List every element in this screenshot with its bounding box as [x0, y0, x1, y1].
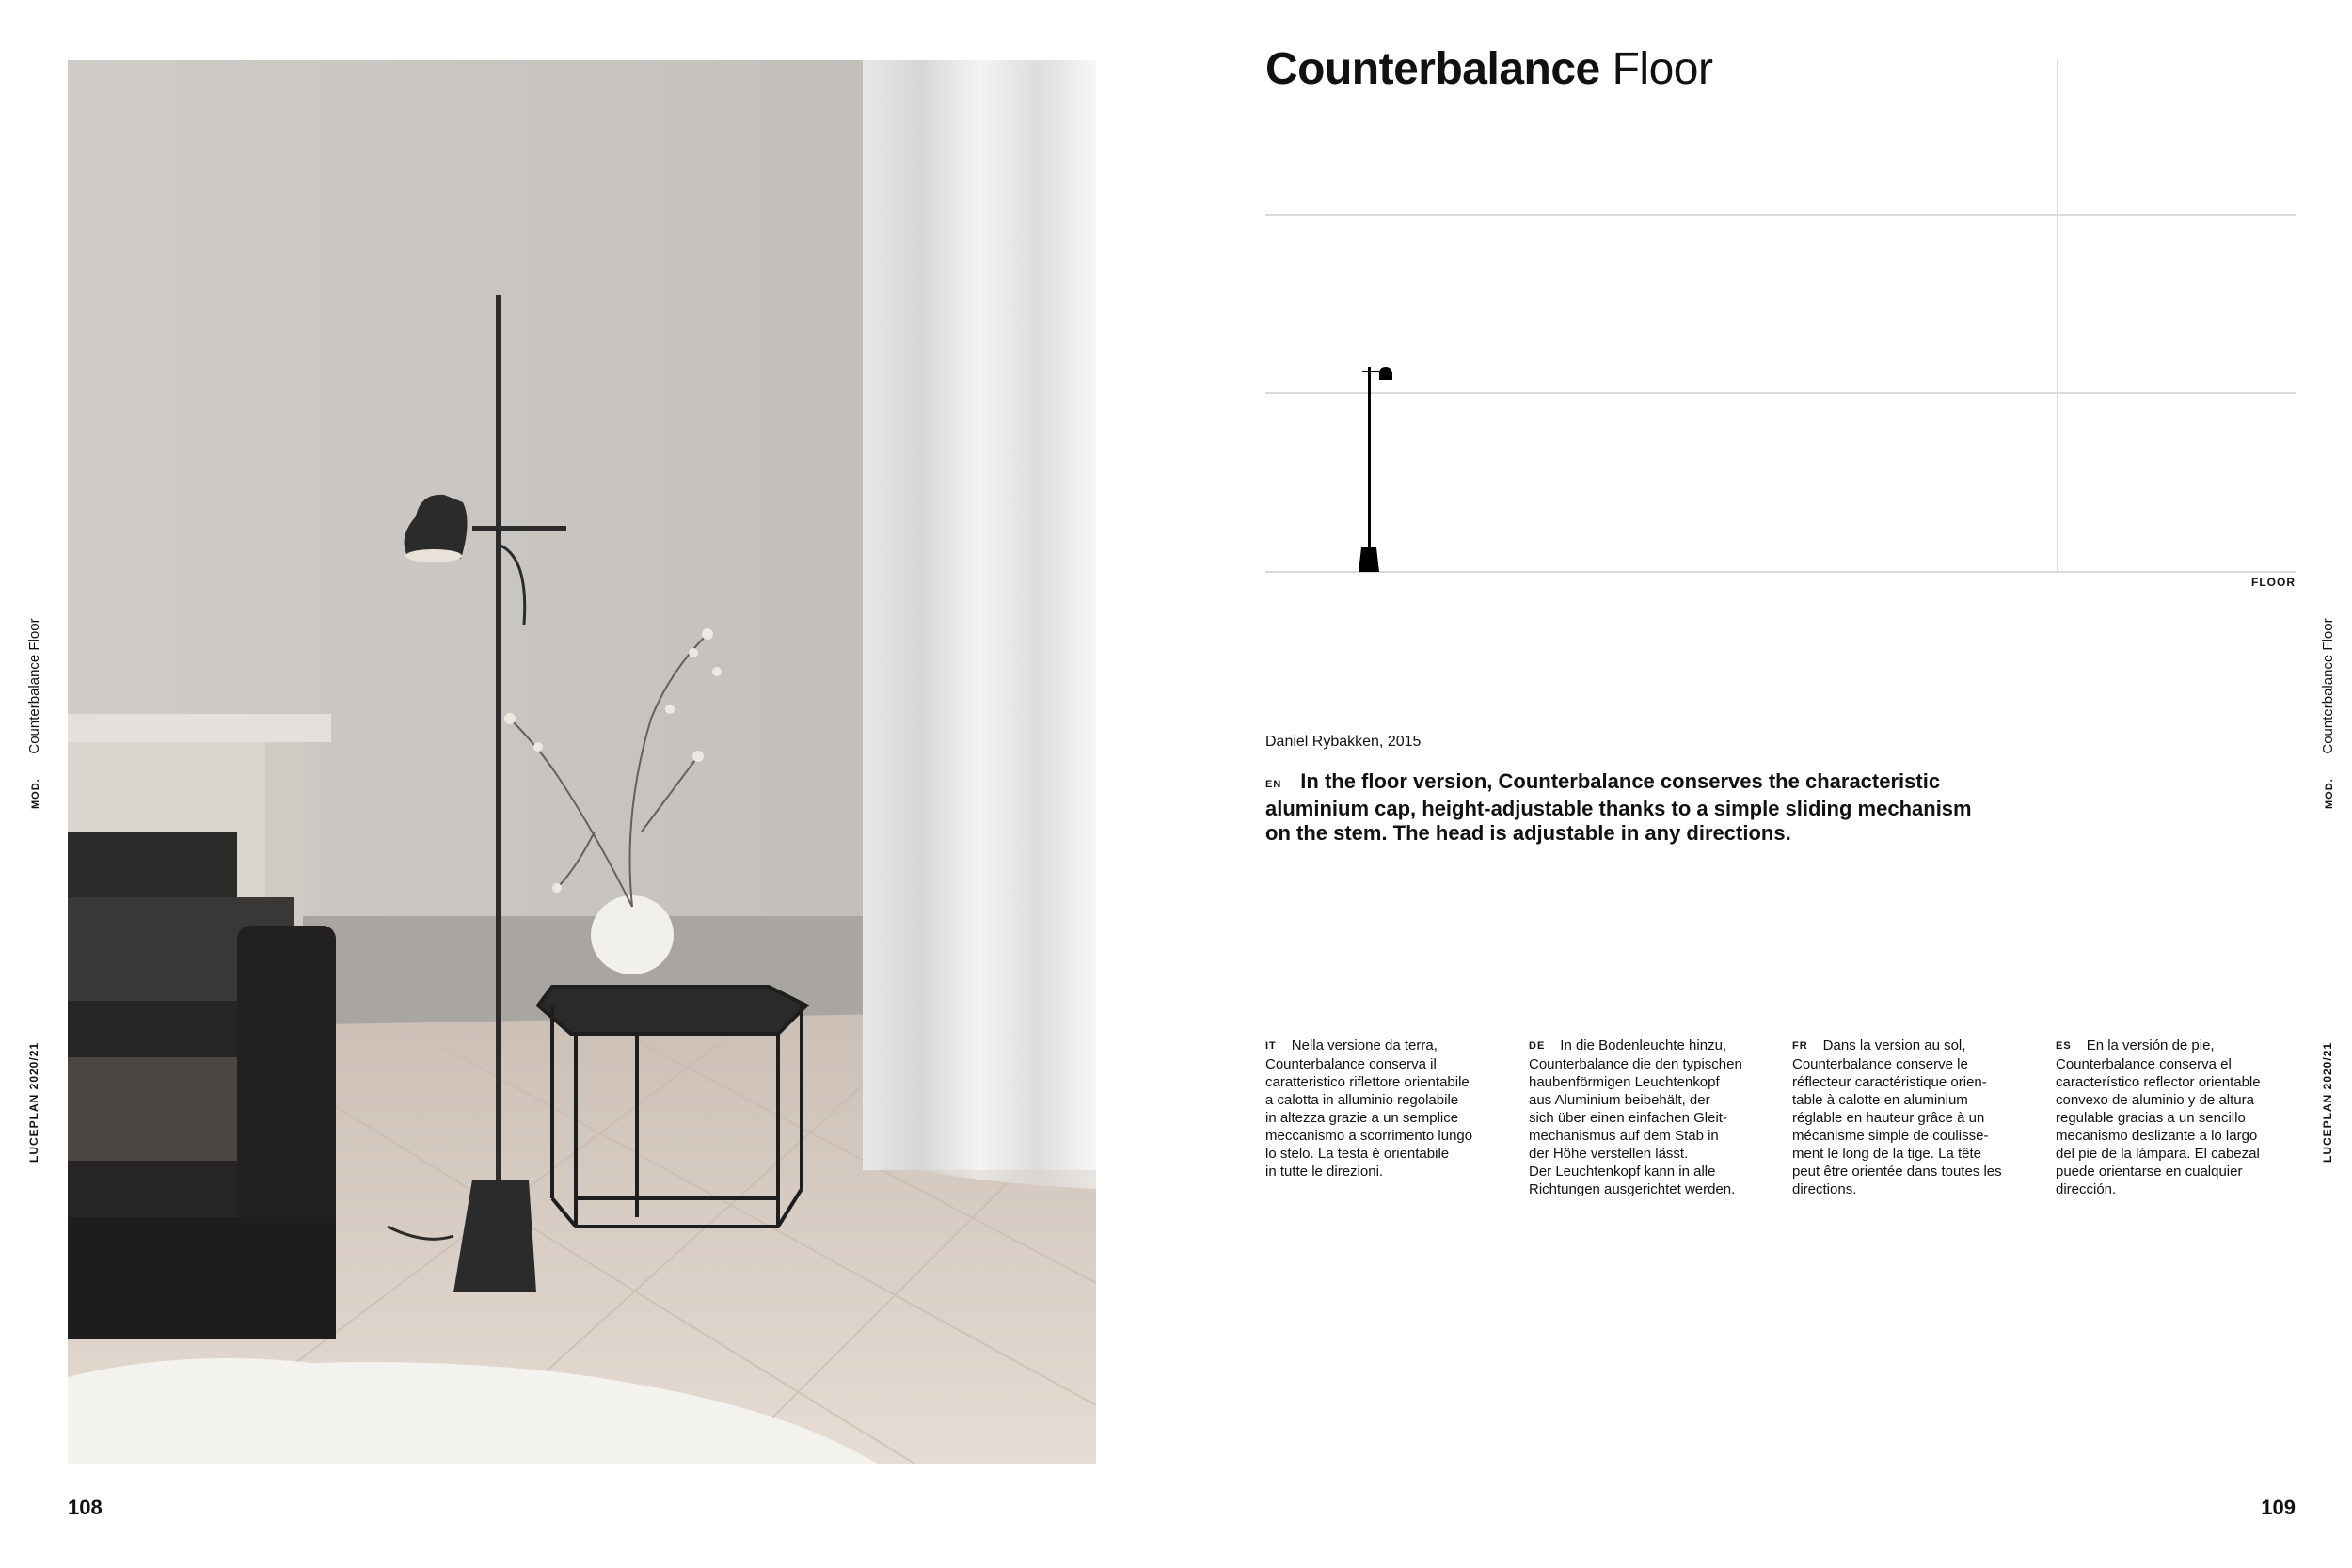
lang-code: FR — [1792, 1040, 1808, 1052]
description-text: En la versión de pie, Counterbalance conserva el característico reflector orientable convexo de aluminio y de altura regulable gracias a un sencillo mecanismo deslizante a lo largo del pie de la lámpara. El cabezal puede orientarse en cualquier dirección. — [2056, 1037, 2261, 1197]
description-text: Dans la version au sol, Counterbalance conserve le réflecteur caractéristique orien- table à calotte en aluminium réglable en hauteur grâce à un mécanisme simple de coulisse- ment le long de la tige. La tête peut être orientée dans toutes les directions. — [1792, 1037, 2002, 1197]
intro-body: In the floor version, Counterbalance conserves the characteristic aluminium cap, height-adjustable thanks to a simple sliding mechanism on the stem. The head is adjustable in any directions. — [1265, 769, 1972, 845]
lamp-silhouette — [1359, 367, 1392, 572]
intro-text — [1265, 769, 1999, 846]
lang-code: ES — [2056, 1040, 2072, 1052]
right-catalog-label — [2320, 598, 2334, 1163]
sofa — [68, 897, 336, 1339]
side-product-name: Counterbalance Floor — [2320, 618, 2336, 754]
side-mod-label: MOD. — [30, 778, 41, 809]
description-it — [1265, 1037, 1512, 1180]
description-fr — [1792, 1037, 2039, 1198]
product-photo — [68, 60, 1096, 1464]
description-de — [1529, 1037, 1775, 1198]
intro-lang-code: EN — [1265, 779, 1282, 790]
diagram-floor-label: FLOOR — [2251, 576, 2296, 589]
page-number-right: 109 — [2261, 1496, 2296, 1519]
side-catalog-name: LUCEPLAN 2020/21 — [27, 1041, 40, 1163]
side-mod-label: MOD. — [2324, 778, 2335, 809]
side-catalog-name: LUCEPLAN 2020/21 — [2321, 1041, 2334, 1163]
description-text: In die Bodenleuchte hinzu, Counterbalance die den typischen haubenförmigen Leuchtenkopf aus Aluminium beibehält, der sich über einen einfachen Gleit- mechanismus auf dem Stab in der Höhe verstellen lässt. Der Leuchtenkopf kann in alle Richtungen ausgerichtet werden. — [1529, 1037, 1742, 1197]
lang-code: IT — [1265, 1040, 1277, 1052]
page-number-left: 108 — [68, 1496, 103, 1519]
left-catalog-label — [26, 598, 40, 1163]
scale-diagram — [1265, 60, 2296, 587]
living-room-scene — [68, 60, 1096, 1464]
description-es — [2056, 1037, 2302, 1198]
title-bold: Counterbalance — [1265, 44, 1600, 94]
title-regular: Floor — [1612, 44, 1713, 94]
lang-code: DE — [1529, 1040, 1546, 1052]
description-text: Nella versione da terra, Counterbalance conserva il caratteristico riflettore orientabile a calotta in alluminio regolabile in altezza grazie a un semplice meccanismo a scorrimento lungo lo stelo. La testa è orientabile in tutte le direzioni. — [1265, 1037, 1473, 1180]
designer-credit: Daniel Rybakken, 2015 — [1265, 734, 1422, 750]
page-title — [1265, 43, 1712, 95]
side-product-name: Counterbalance Floor — [26, 618, 42, 754]
diagram-grid — [1265, 60, 2296, 572]
